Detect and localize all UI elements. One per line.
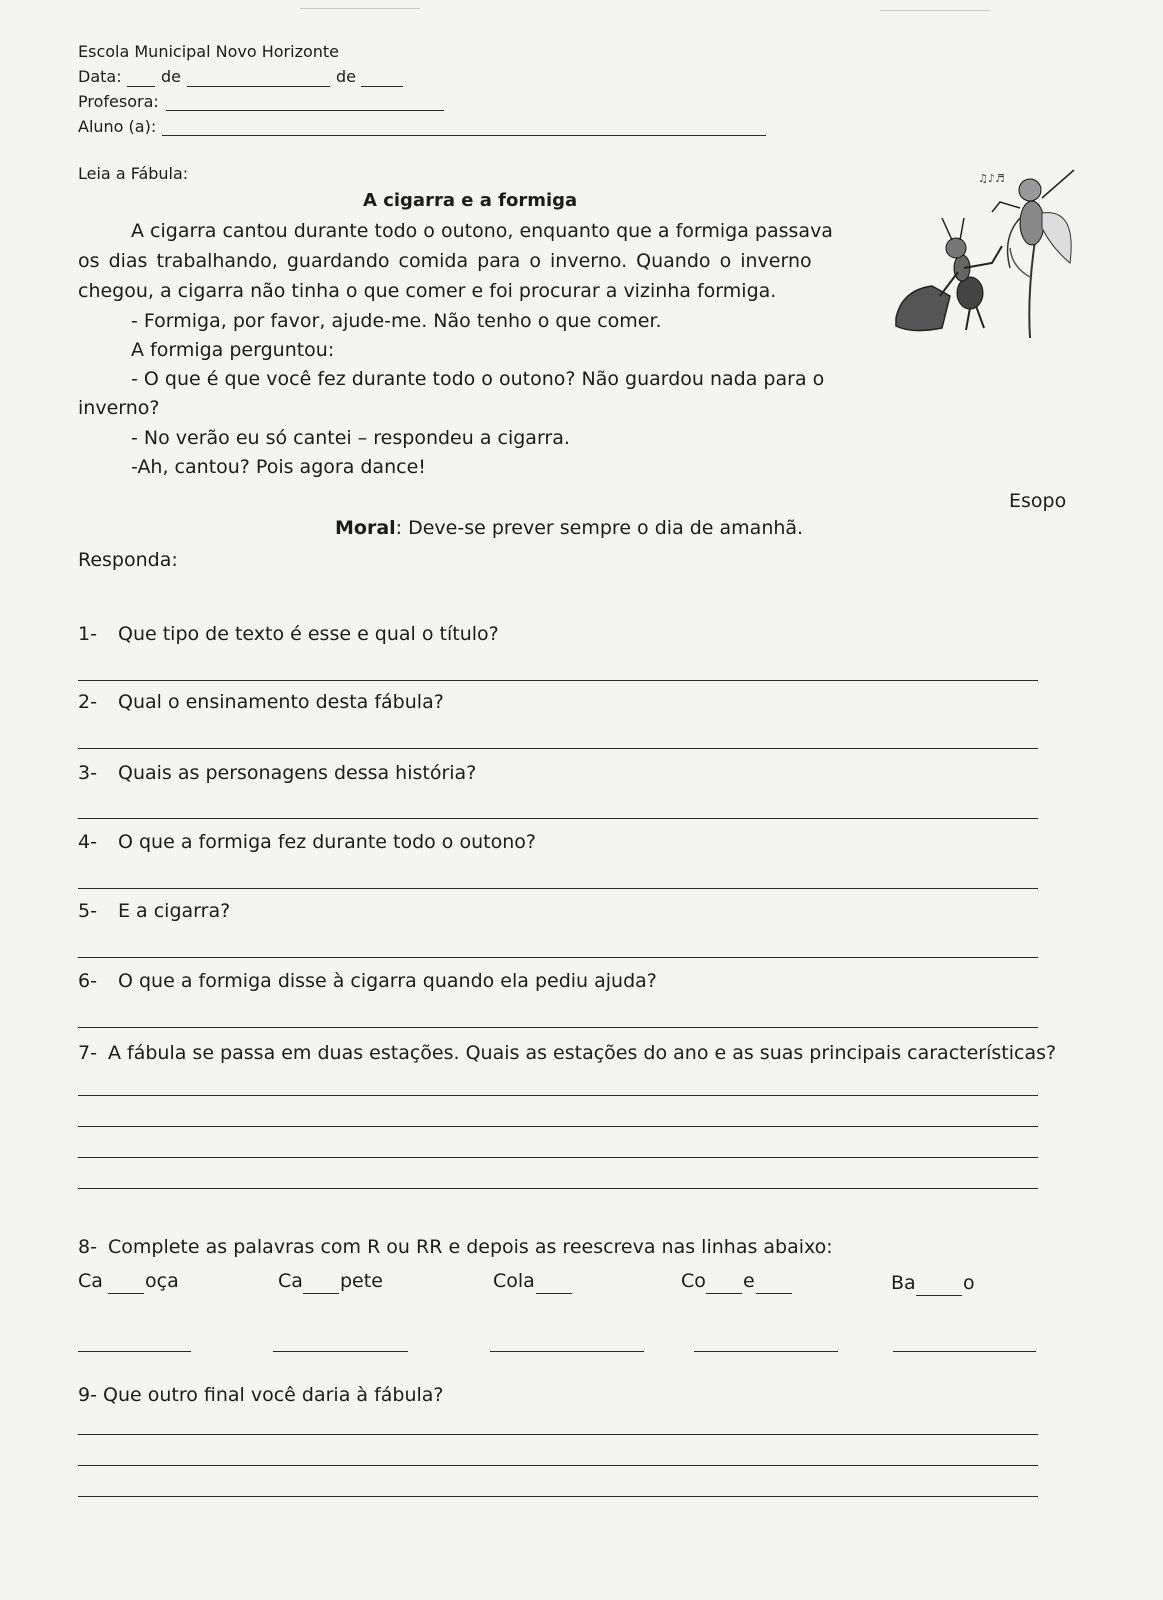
student-label: Aluno (a): [78,117,157,136]
answer-line[interactable] [78,748,1038,749]
word-prefix: Ca [78,1270,103,1292]
answer-line[interactable] [78,1434,1038,1435]
answer-line[interactable] [78,888,1038,889]
question-text: Que tipo de texto é esse e qual o título? [118,623,499,645]
question-text: Qual o ensinamento desta fábula? [118,691,444,713]
intro-label: Leia a Fábula: [78,164,189,183]
question-number: 3- [78,762,97,784]
question-text: Complete as palavras com R ou RR e depois as reescreva nas linhas abaixo: [108,1236,833,1258]
answer-line[interactable] [78,1465,1038,1466]
fable-line: A formiga perguntou: [131,339,335,361]
question-text: O que a formiga fez durante todo o outono? [118,831,536,853]
answer-line[interactable] [78,1496,1038,1497]
moral-label: Moral [335,517,396,539]
letter-blank[interactable] [108,1293,144,1294]
moral [335,517,803,539]
year-field[interactable] [361,86,403,87]
rewrite-line[interactable] [273,1351,408,1352]
fable-line: - O que é que você fez durante todo o outono? Não guardou nada para o [131,368,825,390]
question-text: A fábula se passa em duas estações. Quais as estações do ano e as suas principais características? [108,1042,1057,1064]
question-number: 2- [78,691,97,713]
word-suffix: o [963,1272,975,1294]
question-number: 4- [78,831,97,853]
fable-line: -Ah, cantou? Pois agora dance! [131,456,426,478]
question-number: 5- [78,900,97,922]
word-suffix: pete [340,1270,383,1292]
question-number: 6- [78,970,97,992]
question-number: 1- [78,623,97,645]
school-name: Escola Municipal Novo Horizonte [78,42,340,61]
teacher-field[interactable] [166,110,444,111]
answer-line[interactable] [78,680,1038,681]
question-number: 8- [78,1236,97,1258]
date-label: Data: [78,67,122,86]
fable-line: os dias trabalhando, guardando comida para o inverno. Quando o inverno [78,250,812,272]
answer-line[interactable] [78,1027,1038,1028]
rewrite-line[interactable] [893,1351,1036,1352]
question-number: 9- [78,1384,97,1406]
scan-artifact [300,8,420,9]
fable-line: inverno? [78,397,160,419]
letter-blank[interactable] [536,1293,572,1294]
respond-label: Responda: [78,549,178,571]
day-field[interactable] [127,86,155,87]
answer-line[interactable] [78,1126,1038,1127]
question-text: E a cigarra? [118,900,231,922]
rewrite-line[interactable] [490,1351,644,1352]
rewrite-line[interactable] [78,1351,191,1352]
rewrite-line[interactable] [694,1351,838,1352]
question-text: O que a formiga disse à cigarra quando ela pediu ajuda? [118,970,657,992]
de-label-1: de [161,67,181,86]
fable-line: A cigarra cantou durante todo o outono, enquanto que a formiga passava [131,220,833,242]
svg-text:♫♪♬: ♫♪♬ [978,172,1005,185]
answer-line[interactable] [78,1188,1038,1189]
fable-line: chegou, a cigarra não tinha o que comer e foi procurar a vizinha formiga. [78,280,777,302]
answer-line[interactable] [78,1095,1038,1096]
answer-line[interactable] [78,818,1038,819]
fable-line: - Formiga, por favor, ajude-me. Não tenho o que comer. [131,310,662,332]
moral-text: : Deve-se prever sempre o dia de amanhã. [395,517,804,539]
question-number: 7- [78,1042,97,1064]
month-field[interactable] [187,86,330,87]
word-prefix: Ba [891,1272,916,1294]
author: Esopo [1009,490,1067,512]
letter-blank[interactable] [303,1293,339,1294]
word-middle: e [743,1270,755,1292]
question-text: Que outro final você daria à fábula? [103,1384,444,1406]
answer-line[interactable] [78,957,1038,958]
teacher-label: Profesora: [78,92,159,111]
scan-artifact [880,10,990,11]
question-text: Quais as personagens dessa história? [118,762,477,784]
de-label-2: de [336,67,356,86]
fable-line: - No verão eu só cantei – respondeu a cigarra. [131,427,570,449]
letter-blank[interactable] [916,1295,962,1296]
word-prefix: Cola [493,1270,535,1292]
letter-blank[interactable] [756,1293,792,1294]
ant-and-cicada-illustration [892,168,1092,346]
word-prefix: Ca [278,1270,303,1292]
letter-blank[interactable] [706,1293,742,1294]
fable-title: A cigarra e a formiga [363,190,578,211]
answer-line[interactable] [78,1157,1038,1158]
word-prefix: Co [681,1270,706,1292]
student-field[interactable] [162,135,766,136]
word-suffix: oça [145,1270,179,1292]
